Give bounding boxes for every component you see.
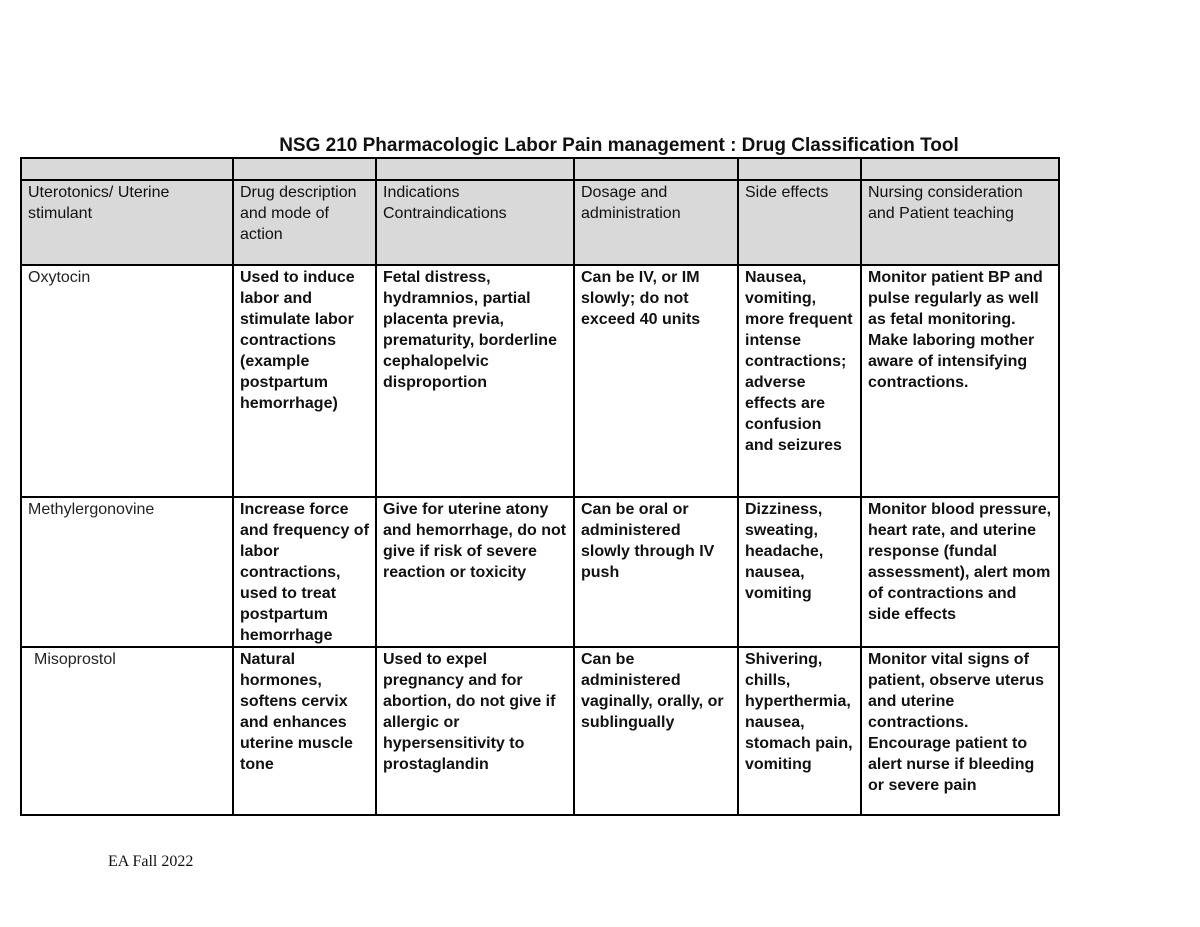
- column-header: Indications Contraindications: [376, 180, 574, 265]
- table-row: [21, 497, 1059, 647]
- column-header: Dosage and administration: [574, 180, 738, 265]
- description-cell: Increase force and frequency of labor contractions, used to treat postpartum hemorrhage: [233, 497, 376, 647]
- blank-cell: [21, 158, 233, 180]
- document-title: NSG 210 Pharmacologic Labor Pain management : Drug Classification Tool: [279, 135, 959, 156]
- drug-name-cell: Oxytocin: [21, 265, 233, 497]
- dosage-cell: Can be administered vaginally, orally, or sublingually: [574, 647, 738, 815]
- blank-cell: [233, 158, 376, 180]
- indications-cell: Fetal distress, hydramnios, partial placenta previa, prematurity, borderline cephalopelvic disproportion: [376, 265, 574, 497]
- blank-header-row: [21, 158, 1059, 180]
- blank-cell: [574, 158, 738, 180]
- table-row: [21, 647, 1059, 815]
- drug-name-cell: Misoprostol: [21, 647, 233, 815]
- side-effects-cell: Nausea, vomiting, more frequent intense contractions; adverse effects are confusion and seizures: [738, 265, 861, 497]
- description-cell: Natural hormones, softens cervix and enhances uterine muscle tone: [233, 647, 376, 815]
- column-header: Nursing consideration and Patient teaching: [861, 180, 1059, 265]
- column-header: Side effects: [738, 180, 861, 265]
- column-header-row: [21, 180, 1059, 265]
- dosage-cell: Can be oral or administered slowly through IV push: [574, 497, 738, 647]
- drug-classification-table: [20, 157, 1060, 816]
- table-row: [21, 265, 1059, 497]
- column-header: Drug description and mode of action: [233, 180, 376, 265]
- side-effects-cell: Shivering, chills, hyperthermia, nausea, stomach pain, vomiting: [738, 647, 861, 815]
- footer-note: EA Fall 2022: [108, 853, 194, 870]
- drug-name-cell: Methylergonovine: [21, 497, 233, 647]
- nursing-cell: Monitor patient BP and pulse regularly as well as fetal monitoring. Make laboring mother aware of intensifying contractions.: [861, 265, 1059, 497]
- side-effects-cell: Dizziness, sweating, headache, nausea, vomiting: [738, 497, 861, 647]
- blank-cell: [861, 158, 1059, 180]
- nursing-cell: Monitor blood pressure, heart rate, and uterine response (fundal assessment), alert mom of contractions and side effects: [861, 497, 1059, 647]
- indications-cell: Give for uterine atony and hemorrhage, do not give if risk of severe reaction or toxicity: [376, 497, 574, 647]
- nursing-cell: Monitor vital signs of patient, observe uterus and uterine contractions. Encourage patient to alert nurse if bleeding or severe pain: [861, 647, 1059, 815]
- blank-cell: [738, 158, 861, 180]
- blank-cell: [376, 158, 574, 180]
- column-header: Uterotonics/ Uterine stimulant: [21, 180, 233, 265]
- indications-cell: Used to expel pregnancy and for abortion, do not give if allergic or hypersensitivity to prostaglandin: [376, 647, 574, 815]
- dosage-cell: Can be IV, or IM slowly; do not exceed 40 units: [574, 265, 738, 497]
- description-cell: Used to induce labor and stimulate labor contractions (example postpartum hemorrhage): [233, 265, 376, 497]
